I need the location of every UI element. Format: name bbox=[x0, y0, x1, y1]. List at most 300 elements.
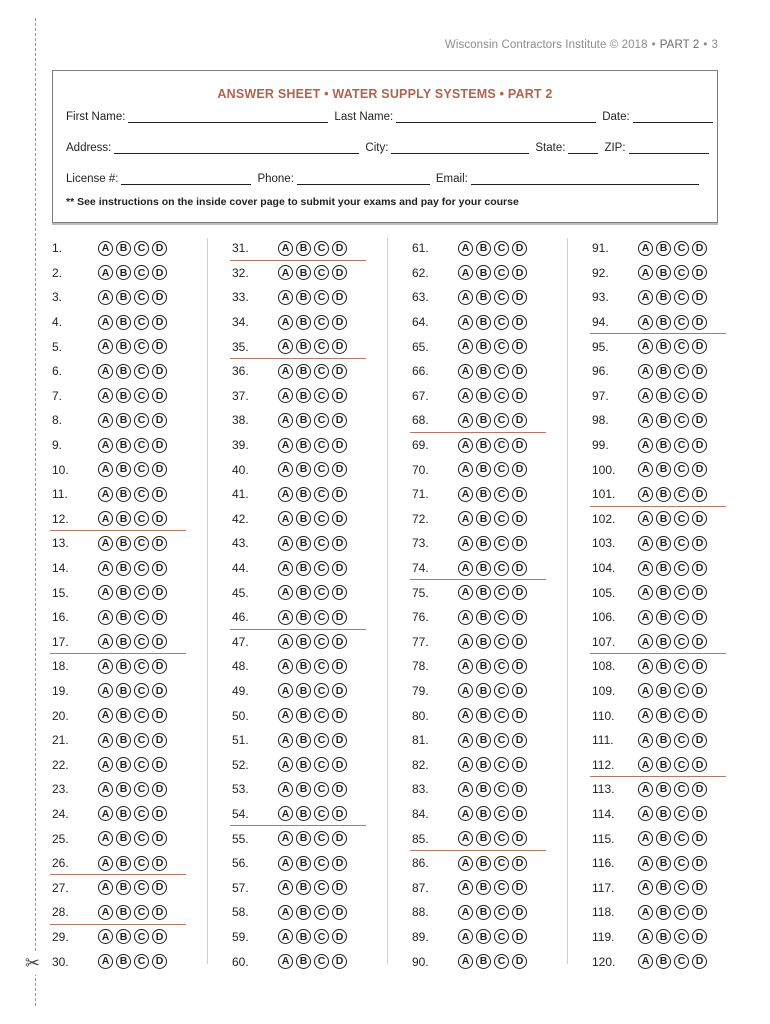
answer-bubble-b[interactable]: B bbox=[116, 905, 131, 920]
answer-bubble-b[interactable]: B bbox=[296, 683, 311, 698]
answer-bubble-d[interactable]: D bbox=[152, 388, 167, 403]
answer-bubble-b[interactable]: B bbox=[116, 438, 131, 453]
answer-bubble-c[interactable]: C bbox=[134, 757, 149, 772]
answer-bubble-a[interactable]: A bbox=[98, 413, 113, 428]
answer-bubble-d[interactable]: D bbox=[152, 634, 167, 649]
answer-bubble-d[interactable]: D bbox=[152, 683, 167, 698]
answer-bubble-c[interactable]: C bbox=[134, 856, 149, 871]
answer-bubble-c[interactable]: C bbox=[314, 561, 329, 576]
answer-bubble-b[interactable]: B bbox=[296, 757, 311, 772]
answer-bubble-b[interactable]: B bbox=[656, 683, 671, 698]
answer-bubble-a[interactable]: A bbox=[278, 388, 293, 403]
answer-bubble-d[interactable]: D bbox=[332, 806, 347, 821]
answer-bubble-b[interactable]: B bbox=[116, 634, 131, 649]
answer-bubble-d[interactable]: D bbox=[152, 929, 167, 944]
answer-bubble-a[interactable]: A bbox=[458, 954, 473, 969]
answer-bubble-d[interactable]: D bbox=[692, 561, 707, 576]
answer-bubble-d[interactable]: D bbox=[332, 708, 347, 723]
answer-bubble-b[interactable]: B bbox=[476, 364, 491, 379]
answer-bubble-b[interactable]: B bbox=[656, 634, 671, 649]
answer-bubble-a[interactable]: A bbox=[278, 315, 293, 330]
answer-bubble-c[interactable]: C bbox=[314, 880, 329, 895]
answer-bubble-d[interactable]: D bbox=[332, 929, 347, 944]
answer-bubble-b[interactable]: B bbox=[476, 659, 491, 674]
answer-bubble-a[interactable]: A bbox=[278, 536, 293, 551]
answer-bubble-d[interactable]: D bbox=[152, 290, 167, 305]
answer-bubble-b[interactable]: B bbox=[296, 659, 311, 674]
answer-bubble-a[interactable]: A bbox=[458, 536, 473, 551]
answer-bubble-c[interactable]: C bbox=[314, 757, 329, 772]
answer-bubble-b[interactable]: B bbox=[116, 339, 131, 354]
answer-bubble-d[interactable]: D bbox=[512, 487, 527, 502]
answer-bubble-b[interactable]: B bbox=[476, 856, 491, 871]
answer-bubble-d[interactable]: D bbox=[152, 487, 167, 502]
answer-bubble-d[interactable]: D bbox=[152, 364, 167, 379]
answer-bubble-a[interactable]: A bbox=[278, 511, 293, 526]
answer-bubble-a[interactable]: A bbox=[98, 339, 113, 354]
answer-bubble-d[interactable]: D bbox=[692, 880, 707, 895]
answer-bubble-d[interactable]: D bbox=[332, 511, 347, 526]
answer-bubble-a[interactable]: A bbox=[458, 634, 473, 649]
answer-bubble-b[interactable]: B bbox=[656, 708, 671, 723]
answer-bubble-c[interactable]: C bbox=[494, 757, 509, 772]
answer-bubble-c[interactable]: C bbox=[674, 757, 689, 772]
answer-bubble-b[interactable]: B bbox=[116, 708, 131, 723]
answer-bubble-d[interactable]: D bbox=[512, 610, 527, 625]
answer-bubble-c[interactable]: C bbox=[134, 782, 149, 797]
answer-bubble-c[interactable]: C bbox=[134, 511, 149, 526]
answer-bubble-c[interactable]: C bbox=[674, 438, 689, 453]
answer-bubble-c[interactable]: C bbox=[314, 659, 329, 674]
answer-bubble-d[interactable]: D bbox=[692, 511, 707, 526]
answer-bubble-b[interactable]: B bbox=[116, 757, 131, 772]
answer-bubble-c[interactable]: C bbox=[314, 536, 329, 551]
answer-bubble-b[interactable]: B bbox=[116, 561, 131, 576]
answer-bubble-b[interactable]: B bbox=[476, 315, 491, 330]
answer-bubble-a[interactable]: A bbox=[278, 610, 293, 625]
answer-bubble-a[interactable]: A bbox=[98, 487, 113, 502]
answer-bubble-a[interactable]: A bbox=[98, 880, 113, 895]
answer-bubble-b[interactable]: B bbox=[656, 511, 671, 526]
answer-bubble-d[interactable]: D bbox=[512, 511, 527, 526]
answer-bubble-d[interactable]: D bbox=[692, 856, 707, 871]
answer-bubble-d[interactable]: D bbox=[512, 290, 527, 305]
answer-bubble-c[interactable]: C bbox=[314, 708, 329, 723]
answer-bubble-b[interactable]: B bbox=[476, 241, 491, 256]
answer-bubble-d[interactable]: D bbox=[152, 659, 167, 674]
answer-bubble-b[interactable]: B bbox=[656, 413, 671, 428]
answer-bubble-a[interactable]: A bbox=[278, 241, 293, 256]
answer-bubble-d[interactable]: D bbox=[692, 241, 707, 256]
answer-bubble-a[interactable]: A bbox=[638, 585, 653, 600]
answer-bubble-b[interactable]: B bbox=[476, 290, 491, 305]
answer-bubble-b[interactable]: B bbox=[656, 659, 671, 674]
answer-bubble-a[interactable]: A bbox=[98, 856, 113, 871]
answer-bubble-c[interactable]: C bbox=[314, 806, 329, 821]
answer-bubble-a[interactable]: A bbox=[98, 438, 113, 453]
answer-bubble-a[interactable]: A bbox=[458, 438, 473, 453]
answer-bubble-d[interactable]: D bbox=[152, 880, 167, 895]
answer-bubble-d[interactable]: D bbox=[512, 364, 527, 379]
answer-bubble-c[interactable]: C bbox=[494, 634, 509, 649]
answer-bubble-a[interactable]: A bbox=[458, 511, 473, 526]
answer-bubble-b[interactable]: B bbox=[296, 265, 311, 280]
answer-bubble-a[interactable]: A bbox=[278, 487, 293, 502]
answer-bubble-d[interactable]: D bbox=[692, 733, 707, 748]
answer-bubble-d[interactable]: D bbox=[512, 683, 527, 698]
answer-bubble-a[interactable]: A bbox=[458, 241, 473, 256]
answer-bubble-a[interactable]: A bbox=[278, 733, 293, 748]
answer-bubble-d[interactable]: D bbox=[152, 831, 167, 846]
answer-bubble-c[interactable]: C bbox=[314, 954, 329, 969]
answer-bubble-a[interactable]: A bbox=[278, 757, 293, 772]
answer-bubble-d[interactable]: D bbox=[512, 954, 527, 969]
answer-bubble-b[interactable]: B bbox=[116, 364, 131, 379]
answer-bubble-d[interactable]: D bbox=[512, 757, 527, 772]
answer-bubble-c[interactable]: C bbox=[494, 782, 509, 797]
answer-bubble-c[interactable]: C bbox=[494, 265, 509, 280]
answer-bubble-b[interactable]: B bbox=[296, 610, 311, 625]
answer-bubble-a[interactable]: A bbox=[278, 954, 293, 969]
answer-bubble-b[interactable]: B bbox=[476, 487, 491, 502]
answer-bubble-c[interactable]: C bbox=[674, 659, 689, 674]
answer-bubble-d[interactable]: D bbox=[332, 241, 347, 256]
answer-bubble-a[interactable]: A bbox=[638, 757, 653, 772]
answer-bubble-a[interactable]: A bbox=[638, 708, 653, 723]
answer-bubble-a[interactable]: A bbox=[458, 831, 473, 846]
answer-bubble-c[interactable]: C bbox=[494, 905, 509, 920]
answer-bubble-c[interactable]: C bbox=[674, 806, 689, 821]
answer-bubble-a[interactable]: A bbox=[458, 929, 473, 944]
answer-bubble-b[interactable]: B bbox=[296, 438, 311, 453]
answer-bubble-a[interactable]: A bbox=[98, 683, 113, 698]
answer-bubble-c[interactable]: C bbox=[674, 782, 689, 797]
answer-bubble-c[interactable]: C bbox=[494, 806, 509, 821]
answer-bubble-d[interactable]: D bbox=[692, 782, 707, 797]
answer-bubble-c[interactable]: C bbox=[134, 880, 149, 895]
zip-field[interactable] bbox=[629, 142, 709, 154]
answer-bubble-b[interactable]: B bbox=[116, 954, 131, 969]
answer-bubble-a[interactable]: A bbox=[98, 733, 113, 748]
answer-bubble-d[interactable]: D bbox=[152, 757, 167, 772]
answer-bubble-a[interactable]: A bbox=[458, 388, 473, 403]
answer-bubble-c[interactable]: C bbox=[674, 856, 689, 871]
answer-bubble-a[interactable]: A bbox=[638, 290, 653, 305]
answer-bubble-d[interactable]: D bbox=[512, 782, 527, 797]
answer-bubble-b[interactable]: B bbox=[656, 905, 671, 920]
answer-bubble-a[interactable]: A bbox=[458, 487, 473, 502]
answer-bubble-d[interactable]: D bbox=[512, 659, 527, 674]
answer-bubble-d[interactable]: D bbox=[512, 413, 527, 428]
answer-bubble-d[interactable]: D bbox=[512, 806, 527, 821]
answer-bubble-a[interactable]: A bbox=[278, 438, 293, 453]
answer-bubble-c[interactable]: C bbox=[494, 364, 509, 379]
answer-bubble-d[interactable]: D bbox=[152, 954, 167, 969]
answer-bubble-c[interactable]: C bbox=[494, 561, 509, 576]
answer-bubble-a[interactable]: A bbox=[278, 585, 293, 600]
answer-bubble-d[interactable]: D bbox=[332, 757, 347, 772]
email-field[interactable] bbox=[471, 173, 699, 185]
answer-bubble-b[interactable]: B bbox=[116, 929, 131, 944]
answer-bubble-a[interactable]: A bbox=[638, 561, 653, 576]
answer-bubble-b[interactable]: B bbox=[296, 806, 311, 821]
answer-bubble-d[interactable]: D bbox=[152, 905, 167, 920]
answer-bubble-a[interactable]: A bbox=[98, 315, 113, 330]
answer-bubble-c[interactable]: C bbox=[674, 536, 689, 551]
answer-bubble-d[interactable]: D bbox=[512, 241, 527, 256]
answer-bubble-a[interactable]: A bbox=[98, 561, 113, 576]
answer-bubble-c[interactable]: C bbox=[314, 241, 329, 256]
answer-bubble-a[interactable]: A bbox=[278, 806, 293, 821]
answer-bubble-c[interactable]: C bbox=[134, 315, 149, 330]
answer-bubble-d[interactable]: D bbox=[512, 831, 527, 846]
answer-bubble-b[interactable]: B bbox=[296, 585, 311, 600]
answer-bubble-b[interactable]: B bbox=[296, 339, 311, 354]
answer-bubble-a[interactable]: A bbox=[638, 659, 653, 674]
answer-bubble-b[interactable]: B bbox=[656, 315, 671, 330]
answer-bubble-b[interactable]: B bbox=[296, 364, 311, 379]
answer-bubble-a[interactable]: A bbox=[638, 388, 653, 403]
first-name-field[interactable] bbox=[128, 111, 328, 123]
answer-bubble-b[interactable]: B bbox=[476, 905, 491, 920]
answer-bubble-b[interactable]: B bbox=[116, 388, 131, 403]
answer-bubble-d[interactable]: D bbox=[332, 339, 347, 354]
answer-bubble-d[interactable]: D bbox=[332, 413, 347, 428]
answer-bubble-b[interactable]: B bbox=[476, 831, 491, 846]
answer-bubble-a[interactable]: A bbox=[638, 364, 653, 379]
answer-bubble-a[interactable]: A bbox=[278, 708, 293, 723]
answer-bubble-d[interactable]: D bbox=[152, 561, 167, 576]
answer-bubble-a[interactable]: A bbox=[278, 413, 293, 428]
answer-bubble-b[interactable]: B bbox=[656, 880, 671, 895]
answer-bubble-d[interactable]: D bbox=[332, 585, 347, 600]
answer-bubble-b[interactable]: B bbox=[116, 487, 131, 502]
answer-bubble-d[interactable]: D bbox=[692, 265, 707, 280]
answer-bubble-d[interactable]: D bbox=[332, 683, 347, 698]
answer-bubble-c[interactable]: C bbox=[134, 364, 149, 379]
answer-bubble-a[interactable]: A bbox=[98, 511, 113, 526]
answer-bubble-b[interactable]: B bbox=[116, 241, 131, 256]
answer-bubble-c[interactable]: C bbox=[314, 585, 329, 600]
answer-bubble-b[interactable]: B bbox=[656, 364, 671, 379]
answer-bubble-a[interactable]: A bbox=[98, 290, 113, 305]
answer-bubble-a[interactable]: A bbox=[458, 733, 473, 748]
answer-bubble-b[interactable]: B bbox=[296, 487, 311, 502]
answer-bubble-c[interactable]: C bbox=[314, 782, 329, 797]
answer-bubble-a[interactable]: A bbox=[458, 856, 473, 871]
answer-bubble-c[interactable]: C bbox=[134, 659, 149, 674]
answer-bubble-c[interactable]: C bbox=[314, 290, 329, 305]
answer-bubble-c[interactable]: C bbox=[134, 487, 149, 502]
answer-bubble-c[interactable]: C bbox=[674, 265, 689, 280]
answer-bubble-d[interactable]: D bbox=[692, 315, 707, 330]
answer-bubble-c[interactable]: C bbox=[674, 954, 689, 969]
answer-bubble-c[interactable]: C bbox=[134, 905, 149, 920]
answer-bubble-c[interactable]: C bbox=[314, 462, 329, 477]
answer-bubble-d[interactable]: D bbox=[332, 315, 347, 330]
answer-bubble-d[interactable]: D bbox=[332, 856, 347, 871]
answer-bubble-d[interactable]: D bbox=[512, 929, 527, 944]
address-field[interactable] bbox=[114, 142, 359, 154]
answer-bubble-c[interactable]: C bbox=[134, 536, 149, 551]
answer-bubble-d[interactable]: D bbox=[692, 659, 707, 674]
answer-bubble-d[interactable]: D bbox=[512, 708, 527, 723]
answer-bubble-c[interactable]: C bbox=[494, 585, 509, 600]
answer-bubble-a[interactable]: A bbox=[638, 315, 653, 330]
answer-bubble-b[interactable]: B bbox=[656, 462, 671, 477]
answer-bubble-a[interactable]: A bbox=[638, 413, 653, 428]
answer-bubble-c[interactable]: C bbox=[314, 388, 329, 403]
answer-bubble-c[interactable]: C bbox=[134, 929, 149, 944]
answer-bubble-b[interactable]: B bbox=[296, 561, 311, 576]
answer-bubble-d[interactable]: D bbox=[512, 536, 527, 551]
answer-bubble-a[interactable]: A bbox=[638, 831, 653, 846]
answer-bubble-d[interactable]: D bbox=[692, 290, 707, 305]
answer-bubble-a[interactable]: A bbox=[278, 339, 293, 354]
answer-bubble-a[interactable]: A bbox=[638, 880, 653, 895]
answer-bubble-c[interactable]: C bbox=[674, 905, 689, 920]
answer-bubble-a[interactable]: A bbox=[98, 757, 113, 772]
answer-bubble-d[interactable]: D bbox=[332, 438, 347, 453]
answer-bubble-d[interactable]: D bbox=[332, 610, 347, 625]
answer-bubble-b[interactable]: B bbox=[116, 265, 131, 280]
answer-bubble-a[interactable]: A bbox=[458, 708, 473, 723]
answer-bubble-b[interactable]: B bbox=[656, 265, 671, 280]
answer-bubble-a[interactable]: A bbox=[278, 856, 293, 871]
answer-bubble-c[interactable]: C bbox=[134, 708, 149, 723]
answer-bubble-c[interactable]: C bbox=[674, 364, 689, 379]
answer-bubble-c[interactable]: C bbox=[674, 339, 689, 354]
answer-bubble-c[interactable]: C bbox=[134, 388, 149, 403]
answer-bubble-d[interactable]: D bbox=[512, 339, 527, 354]
answer-bubble-a[interactable]: A bbox=[458, 585, 473, 600]
answer-bubble-c[interactable]: C bbox=[494, 536, 509, 551]
answer-bubble-a[interactable]: A bbox=[458, 905, 473, 920]
answer-bubble-c[interactable]: C bbox=[134, 733, 149, 748]
answer-bubble-c[interactable]: C bbox=[134, 339, 149, 354]
answer-bubble-a[interactable]: A bbox=[458, 561, 473, 576]
answer-bubble-c[interactable]: C bbox=[314, 929, 329, 944]
answer-bubble-b[interactable]: B bbox=[116, 782, 131, 797]
answer-bubble-c[interactable]: C bbox=[314, 438, 329, 453]
answer-bubble-a[interactable]: A bbox=[638, 241, 653, 256]
answer-bubble-d[interactable]: D bbox=[332, 487, 347, 502]
answer-bubble-a[interactable]: A bbox=[278, 634, 293, 649]
answer-bubble-b[interactable]: B bbox=[476, 561, 491, 576]
answer-bubble-c[interactable]: C bbox=[674, 561, 689, 576]
answer-bubble-a[interactable]: A bbox=[458, 290, 473, 305]
answer-bubble-b[interactable]: B bbox=[656, 733, 671, 748]
answer-bubble-c[interactable]: C bbox=[134, 610, 149, 625]
answer-bubble-a[interactable]: A bbox=[98, 364, 113, 379]
answer-bubble-a[interactable]: A bbox=[278, 683, 293, 698]
answer-bubble-a[interactable]: A bbox=[278, 265, 293, 280]
answer-bubble-c[interactable]: C bbox=[494, 831, 509, 846]
answer-bubble-b[interactable]: B bbox=[116, 659, 131, 674]
answer-bubble-c[interactable]: C bbox=[314, 683, 329, 698]
answer-bubble-c[interactable]: C bbox=[494, 954, 509, 969]
answer-bubble-d[interactable]: D bbox=[512, 733, 527, 748]
answer-bubble-b[interactable]: B bbox=[296, 241, 311, 256]
answer-bubble-b[interactable]: B bbox=[476, 585, 491, 600]
answer-bubble-a[interactable]: A bbox=[458, 413, 473, 428]
answer-bubble-b[interactable]: B bbox=[476, 388, 491, 403]
answer-bubble-b[interactable]: B bbox=[116, 462, 131, 477]
answer-bubble-d[interactable]: D bbox=[152, 856, 167, 871]
answer-bubble-b[interactable]: B bbox=[476, 610, 491, 625]
answer-bubble-b[interactable]: B bbox=[296, 462, 311, 477]
answer-bubble-c[interactable]: C bbox=[314, 733, 329, 748]
answer-bubble-d[interactable]: D bbox=[332, 659, 347, 674]
answer-bubble-b[interactable]: B bbox=[296, 536, 311, 551]
answer-bubble-a[interactable]: A bbox=[98, 905, 113, 920]
answer-bubble-d[interactable]: D bbox=[152, 782, 167, 797]
license-field[interactable] bbox=[121, 173, 251, 185]
answer-bubble-c[interactable]: C bbox=[674, 880, 689, 895]
answer-bubble-d[interactable]: D bbox=[692, 487, 707, 502]
answer-bubble-a[interactable]: A bbox=[458, 806, 473, 821]
answer-bubble-a[interactable]: A bbox=[638, 806, 653, 821]
answer-bubble-b[interactable]: B bbox=[656, 290, 671, 305]
last-name-field[interactable] bbox=[396, 111, 596, 123]
answer-bubble-d[interactable]: D bbox=[332, 880, 347, 895]
answer-bubble-a[interactable]: A bbox=[458, 782, 473, 797]
answer-bubble-c[interactable]: C bbox=[314, 905, 329, 920]
answer-bubble-c[interactable]: C bbox=[674, 462, 689, 477]
answer-bubble-c[interactable]: C bbox=[494, 708, 509, 723]
answer-bubble-a[interactable]: A bbox=[278, 905, 293, 920]
answer-bubble-c[interactable]: C bbox=[314, 831, 329, 846]
answer-bubble-d[interactable]: D bbox=[692, 757, 707, 772]
answer-bubble-d[interactable]: D bbox=[332, 265, 347, 280]
answer-bubble-d[interactable]: D bbox=[332, 634, 347, 649]
phone-field[interactable] bbox=[297, 173, 430, 185]
answer-bubble-b[interactable]: B bbox=[476, 634, 491, 649]
answer-bubble-c[interactable]: C bbox=[314, 315, 329, 330]
answer-bubble-d[interactable]: D bbox=[692, 438, 707, 453]
answer-bubble-a[interactable]: A bbox=[458, 315, 473, 330]
answer-bubble-b[interactable]: B bbox=[476, 413, 491, 428]
answer-bubble-a[interactable]: A bbox=[98, 782, 113, 797]
answer-bubble-b[interactable]: B bbox=[296, 929, 311, 944]
answer-bubble-d[interactable]: D bbox=[332, 364, 347, 379]
answer-bubble-d[interactable]: D bbox=[512, 880, 527, 895]
answer-bubble-b[interactable]: B bbox=[476, 708, 491, 723]
answer-bubble-b[interactable]: B bbox=[656, 806, 671, 821]
answer-bubble-b[interactable]: B bbox=[656, 610, 671, 625]
answer-bubble-a[interactable]: A bbox=[638, 856, 653, 871]
answer-bubble-b[interactable]: B bbox=[116, 585, 131, 600]
answer-bubble-a[interactable]: A bbox=[458, 683, 473, 698]
answer-bubble-b[interactable]: B bbox=[656, 388, 671, 403]
answer-bubble-a[interactable]: A bbox=[278, 831, 293, 846]
answer-bubble-d[interactable]: D bbox=[152, 585, 167, 600]
answer-bubble-a[interactable]: A bbox=[98, 708, 113, 723]
answer-bubble-c[interactable]: C bbox=[314, 634, 329, 649]
answer-bubble-a[interactable]: A bbox=[458, 462, 473, 477]
answer-bubble-d[interactable]: D bbox=[692, 831, 707, 846]
answer-bubble-a[interactable]: A bbox=[458, 364, 473, 379]
answer-bubble-a[interactable]: A bbox=[98, 462, 113, 477]
answer-bubble-b[interactable]: B bbox=[656, 536, 671, 551]
answer-bubble-a[interactable]: A bbox=[98, 831, 113, 846]
answer-bubble-d[interactable]: D bbox=[152, 265, 167, 280]
answer-bubble-c[interactable]: C bbox=[674, 683, 689, 698]
answer-bubble-c[interactable]: C bbox=[314, 265, 329, 280]
answer-bubble-a[interactable]: A bbox=[458, 339, 473, 354]
answer-bubble-d[interactable]: D bbox=[152, 708, 167, 723]
answer-bubble-d[interactable]: D bbox=[512, 462, 527, 477]
